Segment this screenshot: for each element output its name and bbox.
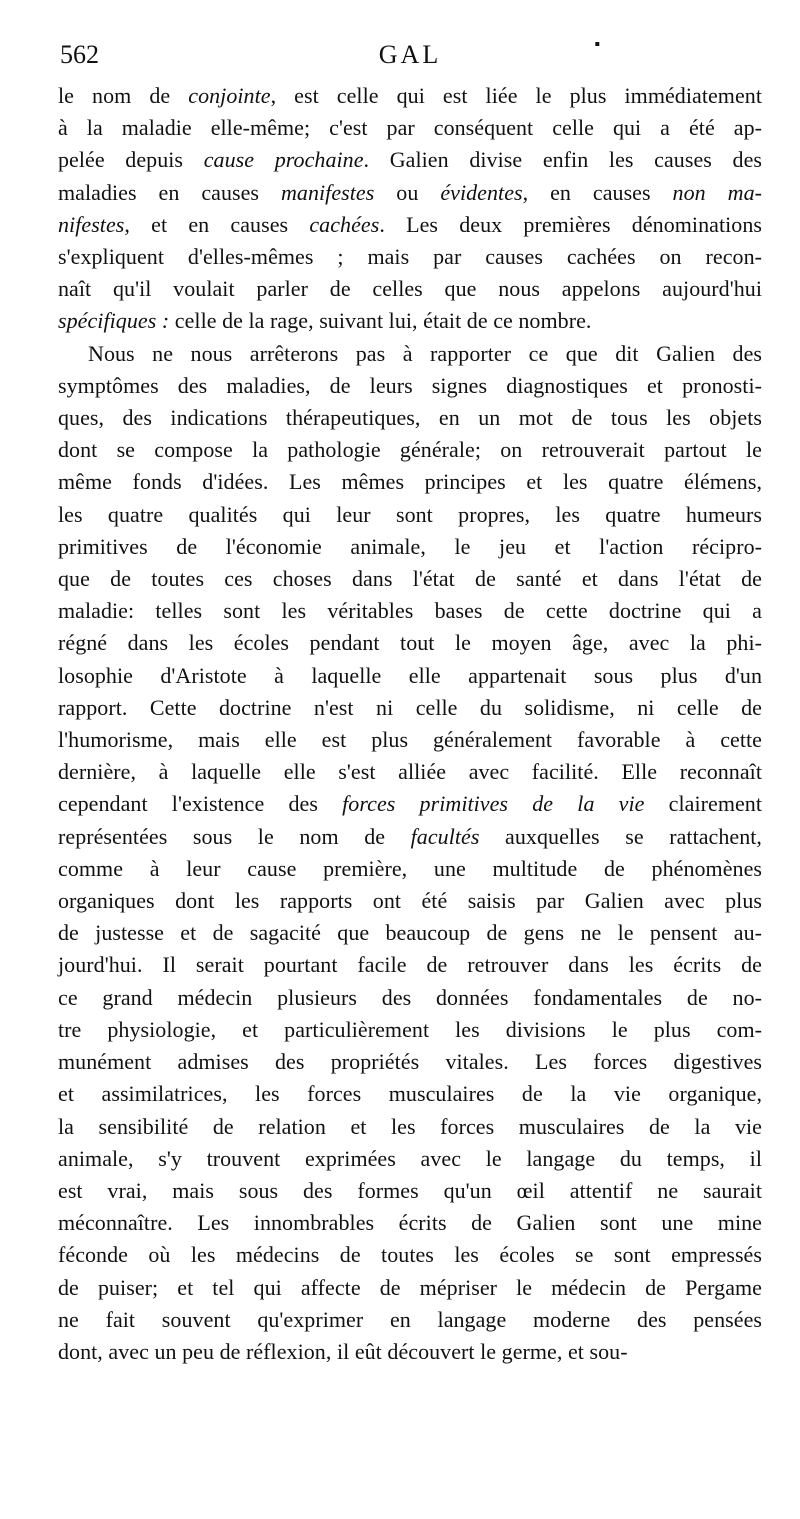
text-line (58, 1111, 762, 1143)
text-segment: dont, avec un peu de réflexion, il eût découvert le germe, et sou- (58, 1338, 628, 1364)
text-segment: rapport. Cette doctrine n'est ni celle du solidisme, ni celle de (58, 694, 762, 720)
text-line (58, 982, 762, 1014)
text-segment: ou (374, 179, 441, 205)
text-line (58, 338, 762, 370)
page-number: 562 (60, 40, 99, 69)
text-segment: primitives de l'économie animale, le jeu et l'action récipro- (58, 533, 762, 559)
text-segment: l'humorisme, mais elle est plus généralement favorable à cette (58, 727, 762, 753)
text-segment: . Galien divise enfin les causes des (363, 147, 762, 173)
text-segment: le nom de (58, 83, 189, 108)
text-line (58, 499, 762, 531)
printer-mark: ▪ (594, 36, 600, 53)
text-line (58, 1239, 762, 1271)
text-line (58, 209, 762, 241)
italic-term: non ma- (672, 179, 762, 205)
text-segment: munément admises des propriétés vitales. Les forces digestives (58, 1049, 762, 1075)
text-segment: . Les deux premières dénominations (379, 211, 762, 237)
text-line (58, 531, 762, 563)
text-segment: à la maladie elle-même; c'est par conséquent celle qui a été ap- (58, 115, 762, 141)
text-line (58, 821, 762, 853)
text-line (58, 595, 762, 627)
text-line (58, 241, 762, 273)
text-line (58, 724, 762, 756)
text-line (58, 434, 762, 466)
text-line (58, 466, 762, 498)
text-line (58, 660, 762, 692)
running-head: GAL (378, 40, 442, 69)
text-line (58, 949, 762, 981)
text-segment: de justesse et de sagacité que beaucoup de gens ne le pensent au- (58, 920, 762, 946)
text-segment: organiques dont les rapports ont été saisis par Galien avec plus (58, 888, 762, 914)
text-segment: Nous ne nous arrêterons pas à rapporter ce que dit Galien des (88, 340, 762, 366)
text-line (58, 692, 762, 724)
text-segment: de puiser; et tel qui affecte de mépriser le médecin de Pergame (58, 1274, 762, 1300)
text-line (58, 112, 762, 144)
text-line (58, 305, 762, 337)
body-text (58, 80, 762, 1368)
text-segment: ne fait souvent qu'exprimer en langage moderne des pensées (58, 1306, 762, 1332)
italic-term: cause prochaine (203, 147, 364, 173)
text-segment: celle de la rage, suivant lui, était de ce nombre. (169, 308, 592, 334)
italic-term: facultés (410, 823, 480, 849)
text-segment: ques, des indications thérapeutiques, en un mot de tous les objets (58, 405, 762, 431)
italic-term: manifestes (280, 179, 375, 205)
text-segment: comme à leur cause première, une multitude de phénomènes (58, 855, 762, 881)
text-segment: clairement (644, 791, 763, 817)
text-line (58, 144, 762, 176)
text-segment: même fonds d'idées. Les mêmes principes et les quatre élémens, (58, 469, 762, 495)
text-line (58, 1046, 762, 1078)
text-line (58, 1175, 762, 1207)
text-line (58, 1272, 762, 1304)
italic-term: cachées (309, 211, 380, 237)
text-segment: représentées sous le nom de (58, 823, 411, 849)
text-segment: féconde où les médecins de toutes les écoles se sont empressés (58, 1242, 762, 1268)
italic-term: évidentes (440, 179, 523, 205)
text-segment: dont se compose la pathologie générale; on retrouverait partout le (58, 437, 762, 463)
text-segment: symptômes des maladies, de leurs signes diagnostiques et pronosti- (58, 372, 762, 398)
text-segment: tre physiologie, et particulièrement les divisions le plus com- (58, 1016, 762, 1042)
text-line (58, 1336, 762, 1368)
text-segment: pelée depuis (58, 147, 204, 173)
text-segment: animale, s'y trouvent exprimées avec le langage du temps, il (58, 1145, 762, 1171)
text-segment: les quatre qualités qui leur sont propres, les quatre humeurs (58, 501, 762, 527)
text-segment: naît qu'il voulait parler de celles que nous appelons aujourd'hui (58, 276, 762, 302)
text-segment: est vrai, mais sous des formes qu'un œil attentif ne saurait (58, 1177, 762, 1203)
text-segment: s'expliquent d'elles-mêmes ; mais par causes cachées on recon- (58, 244, 762, 270)
text-segment: , est celle qui est liée le plus immédiatement (270, 83, 762, 108)
text-segment: dernière, à laquelle elle s'est alliée avec facilité. Elle reconnaît (58, 759, 762, 785)
text-segment: maladies en causes (58, 179, 281, 205)
text-line (58, 917, 762, 949)
text-segment: maladie: telles sont les véritables bases de cette doctrine qui a (58, 598, 762, 624)
text-segment: la sensibilité de relation et les forces musculaires de la vie (58, 1113, 762, 1139)
text-line (58, 80, 762, 112)
text-segment: , et en causes (124, 211, 310, 237)
text-line (58, 370, 762, 402)
text-line (58, 177, 762, 209)
text-line (58, 885, 762, 917)
italic-term: conjointe (188, 83, 271, 108)
text-line (58, 627, 762, 659)
text-line (58, 1304, 762, 1336)
text-line (58, 756, 762, 788)
text-segment: cependant l'existence des (58, 791, 343, 817)
text-line (58, 1014, 762, 1046)
page-header (60, 36, 760, 74)
text-segment: ce grand médecin plusieurs des données fondamentales de no- (58, 984, 762, 1010)
text-segment: auxquelles se rattachent, (479, 823, 762, 849)
italic-term: spécifiques : (58, 308, 170, 334)
text-line (58, 402, 762, 434)
text-segment: et assimilatrices, les forces musculaires de la vie organique, (58, 1081, 762, 1107)
text-line (58, 1078, 762, 1110)
text-line (58, 788, 762, 820)
text-segment: que de toutes ces choses dans l'état de santé et dans l'état de (58, 566, 762, 592)
text-line (58, 853, 762, 885)
text-segment: jourd'hui. Il serait pourtant facile de retrouver dans les écrits de (58, 952, 762, 978)
text-segment: , en causes (522, 179, 673, 205)
text-segment: régné dans les écoles pendant tout le moyen âge, avec la phi- (58, 630, 762, 656)
text-segment: méconnaître. Les innombrables écrits de Galien sont une mine (58, 1210, 762, 1236)
text-line (58, 1143, 762, 1175)
text-line (58, 1207, 762, 1239)
italic-term: nifestes (58, 211, 125, 237)
italic-term: forces primitives de la vie (342, 791, 645, 817)
text-segment: losophie d'Aristote à laquelle elle appartenait sous plus d'un (58, 662, 762, 688)
text-line (58, 273, 762, 305)
text-line (58, 563, 762, 595)
